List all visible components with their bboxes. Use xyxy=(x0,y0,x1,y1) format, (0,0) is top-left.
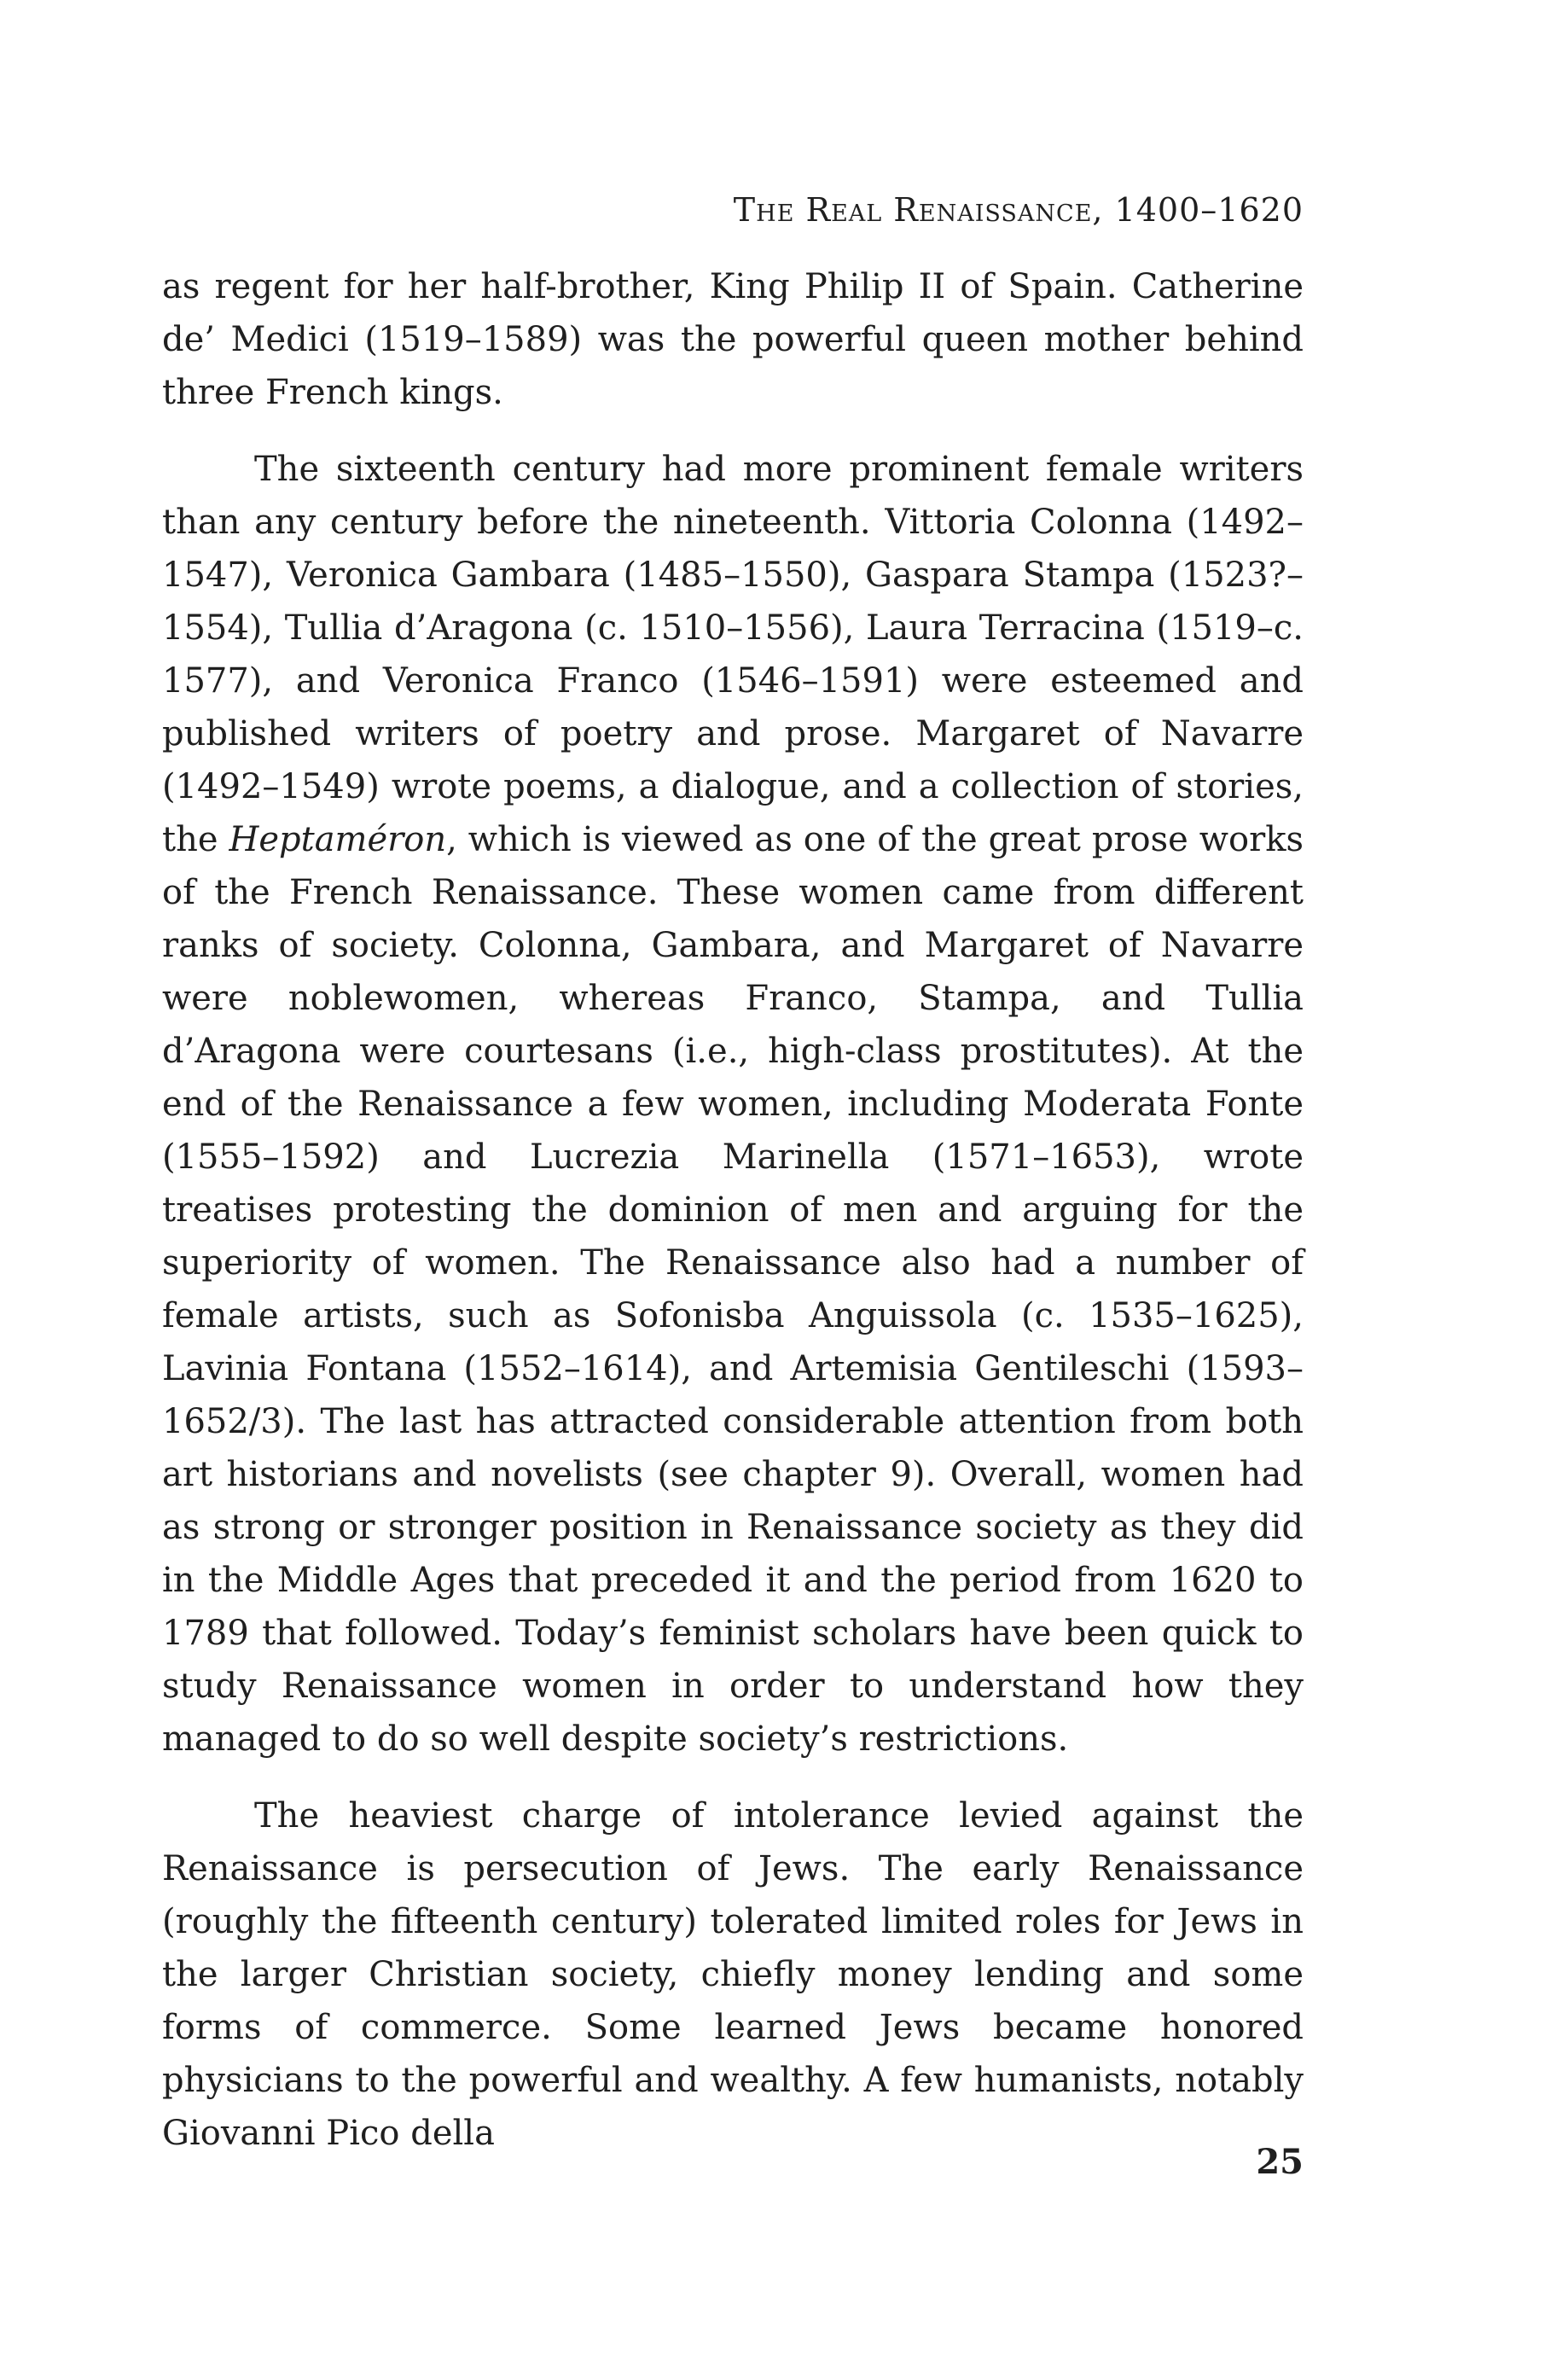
body-text xyxy=(162,260,1304,2160)
book-title-heptameron: Heptaméron xyxy=(229,820,447,859)
paragraph-1: as regent for her half-brother, King Philip II of Spain. Catherine de’ Medici (1519–1589) was the powerful queen mother behind three French kings. xyxy=(162,267,1304,412)
paragraph-2 xyxy=(162,443,1304,1766)
paragraph-2-text-before: The sixteenth century had more prominent female writers than any century before the nineteenth. Vittoria Colonna (1492–1547), Veronica Gambara (1485–1550), Gaspara Stampa (1523?–1554), Tullia d’Aragona (c. 1510–1556), Laura Terracina (1519–c. 1577), and Veronica Franco (1546–1591) were esteemed and published writers of poetry and prose. Margaret of Navarre (1492–1549) wrote poems, a dialogue, and a collection of stories, the xyxy=(162,450,1304,859)
paragraph-3: The heaviest charge of intolerance levied against the Renaissance is persecution of Jews. The early Renaissance (roughly the fifteenth century) tolerated limited roles for Jews in the larger Christian society, chiefly money lending and some forms of commerce. Some learned Jews became honored physicians to the powerful and wealthy. A few humanists, notably Giovanni Pico della xyxy=(162,1796,1304,2153)
running-head: The Real Renaissance, 1400–1620 xyxy=(733,191,1304,229)
page-number: 25 xyxy=(1256,2142,1304,2182)
paragraph-2-text-after: , which is viewed as one of the great prose works of the French Renaissance. These women came from different ranks of society. Colonna, Gambara, and Margaret of Navarre were noblewomen, whereas Franco, Stampa, and Tullia d’Aragona were courtesans (i.e., high-class prostitutes). At the end of the Renaissance a few women, including Moderata Fonte (1555–1592) and Lucrezia Marinella (1571–1653), wrote treatises protesting the dominion of men and arguing for the superiority of women. The Renaissance also had a number of female artists, such as Sofonisba Anguissola (c. 1535–1625), Lavinia Fontana (1552–1614), and Artemisia Gentileschi (1593–1652/3). The last has attracted considerable attention from both art historians and novelists (see chapter 9). Overall, women had as strong or stronger position in Renaissance society as they did in the Middle Ages that preceded it and the period from 1620 to 1789 that followed. Today’s feminist scholars have been quick to study Renaissance women in order to understand how they managed to do so well despite society’s restrictions. xyxy=(162,820,1304,1759)
